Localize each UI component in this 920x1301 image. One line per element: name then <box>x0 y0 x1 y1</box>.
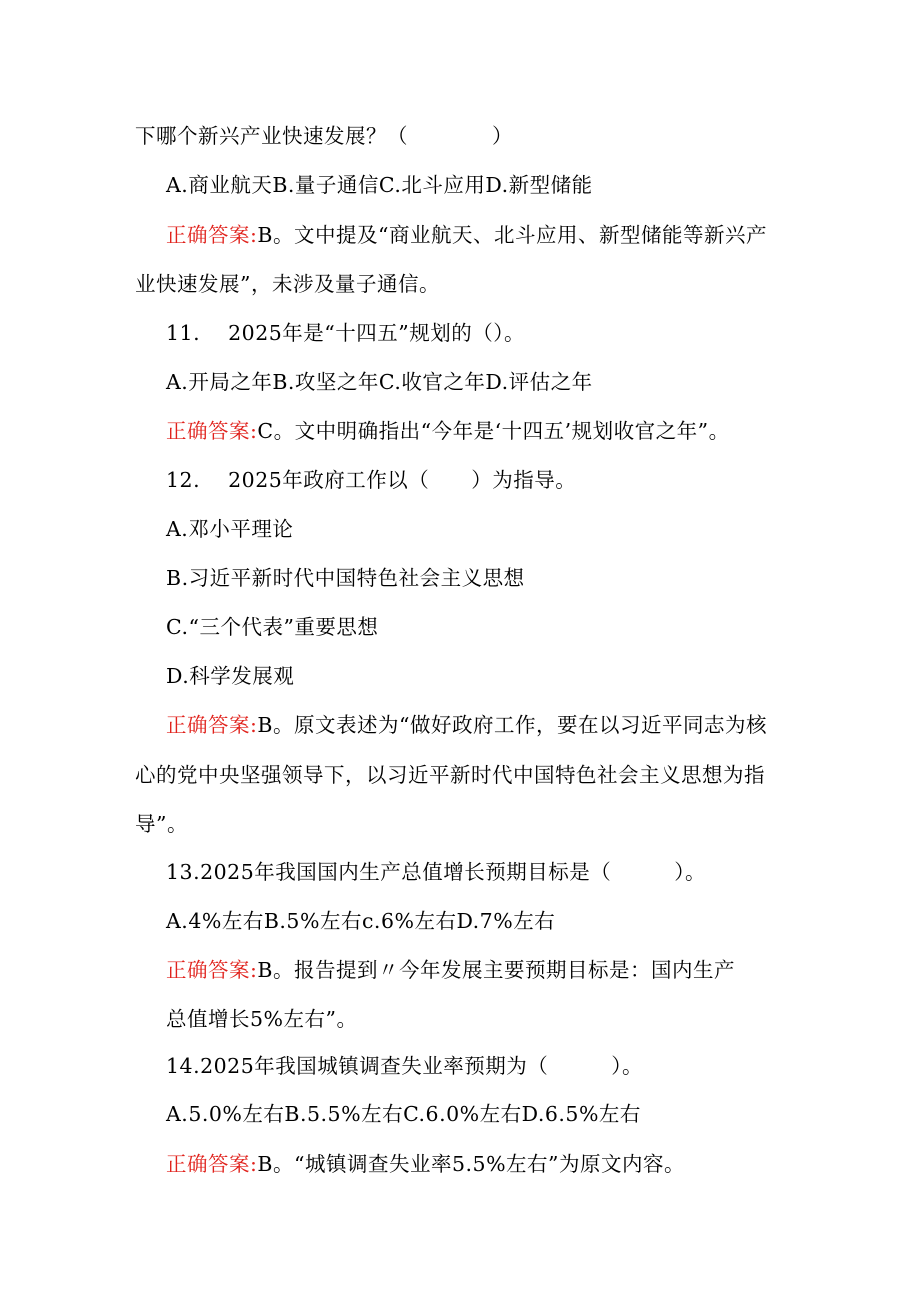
answer-label: 正确答案: <box>166 713 258 737</box>
q10-options: A.商业航天B.量子通信C.北斗应用D.新型储能 <box>166 173 593 197</box>
q10-answer-line1 <box>166 225 767 246</box>
answer-label: 正确答案: <box>166 223 258 247</box>
q13-answer-text: B。报告提到〃今年发展主要预期目标是：国内生产 <box>257 958 735 982</box>
q12-answer-line1 <box>166 715 767 736</box>
q12-option-d: D.科学发展观 <box>166 664 295 688</box>
q12-option-a: A.邓小平理论 <box>166 517 294 541</box>
q12-answer-line3: 导”。 <box>135 812 188 836</box>
q12-answer-text: B。原文表述为“做好政府工作，要在以习近平同志为核 <box>257 713 767 737</box>
q13-answer-line1 <box>166 960 735 981</box>
answer-label: 正确答案: <box>166 1152 258 1176</box>
q14-options: A.5.0%左右B.5.5%左右C.6.0%左右D.6.5%左右 <box>166 1102 641 1126</box>
answer-label: 正确答案: <box>166 419 258 443</box>
q12-answer-line2: 心的党中央坚强领导下，以习近平新时代中国特色社会主义思想为指 <box>135 763 765 787</box>
q10-question-tail: 下哪个新兴产业快速发展？（ ） <box>135 124 513 148</box>
q13-answer-line2: 总值增长5%左右”。 <box>166 1007 358 1031</box>
answer-label: 正确答案: <box>166 958 258 982</box>
q11-question: 11. 2025年是“十四五”规划的（）。 <box>166 321 525 345</box>
q11-answer <box>166 421 730 442</box>
q10-answer-line2: 业快速发展”，未涉及量子通信。 <box>135 272 440 296</box>
q14-answer-text: B。“城镇调查失业率5.5%左右”为原文内容。 <box>257 1152 686 1176</box>
q12-option-c: C.“三个代表”重要思想 <box>166 615 379 639</box>
q14-question: 14.2025年我国城镇调查失业率预期为（ ）。 <box>166 1054 644 1078</box>
q12-question: 12. 2025年政府工作以（ ）为指导。 <box>166 468 577 492</box>
q13-question: 13.2025年我国国内生产总值增长预期目标是（ ）。 <box>166 860 707 884</box>
q10-answer-text: B。文中提及“商业航天、北斗应用、新型储能等新兴产 <box>257 223 767 247</box>
q12-option-b: B.习近平新时代中国特色社会主义思想 <box>166 566 525 590</box>
q11-answer-text: C。文中明确指出“今年是‘十四五’规划收官之年”。 <box>257 419 730 443</box>
q11-options: A.开局之年B.攻坚之年C.收官之年D.评估之年 <box>166 370 593 394</box>
q14-answer <box>166 1154 685 1175</box>
q13-options: A.4%左右B.5%左右c.6%左右D.7%左右 <box>166 909 556 933</box>
